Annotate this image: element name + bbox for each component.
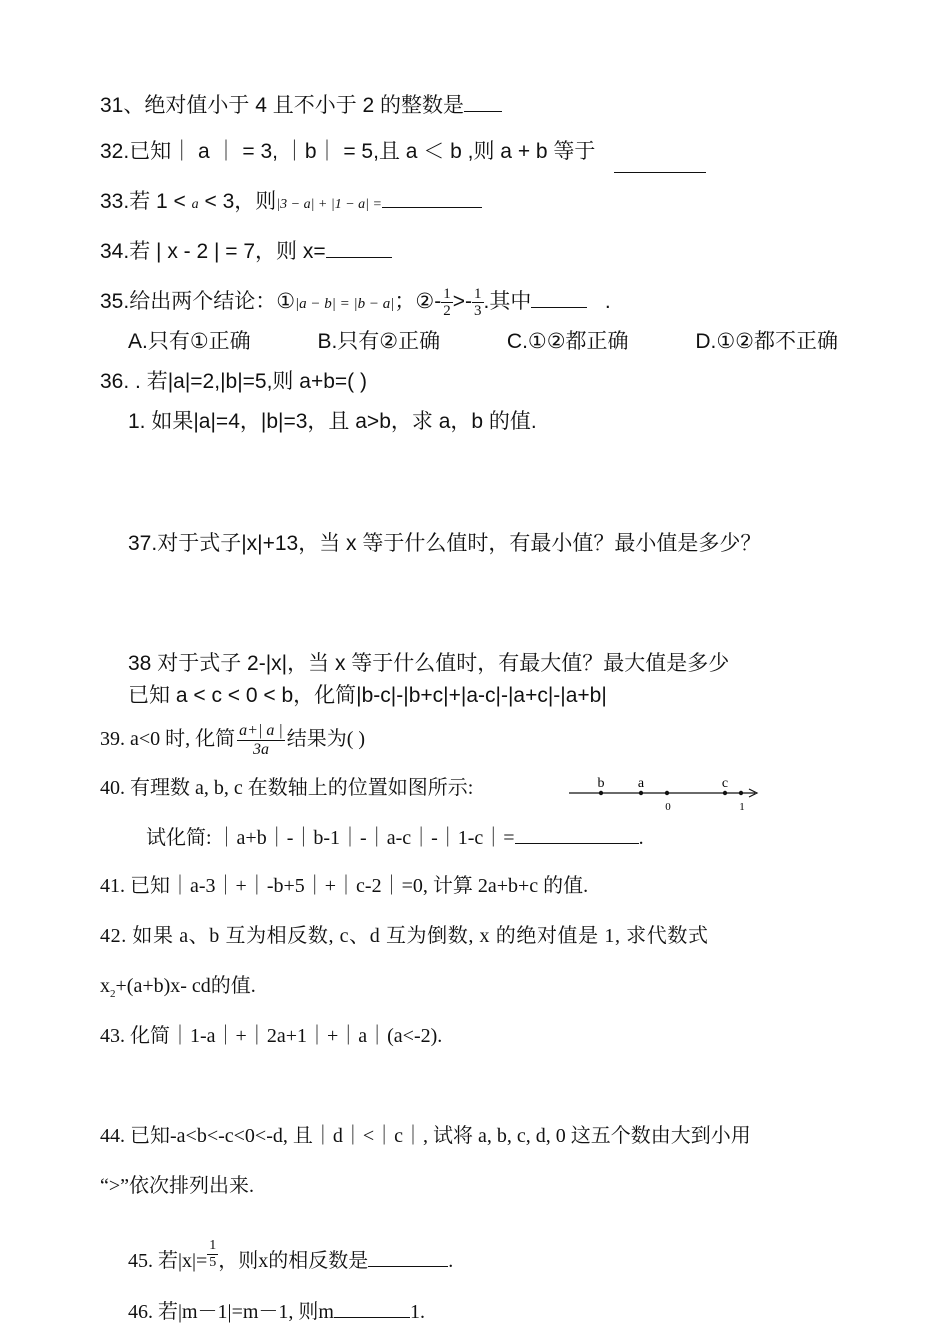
fraction: $\frac{1}{2}$ <box>443 286 451 319</box>
question-38-sub <box>128 682 607 710</box>
answer-blank[interactable] <box>614 172 706 173</box>
question-38 <box>128 650 729 678</box>
question-46: 46. 若|m－1|=m－1, 则m 1. <box>128 1301 425 1323</box>
question-33-text: 33.若 1 < <box>100 190 186 213</box>
question-37-text: 37.对于式子|x|+13，当 x 等于什么值时，有最小值？最小值是多少？ <box>128 532 762 555</box>
question-43 <box>100 1022 442 1050</box>
question-36-text: 36. . 若|a|=2,|b|=5,则 a+b=( ) <box>100 370 367 393</box>
fraction: $\frac{1}{5}$ <box>209 1238 217 1270</box>
question-35-text: 35.给出两个结论：① <box>100 290 296 314</box>
question-34-text: 34.若 | x - 2 | = 7，则 x= <box>100 240 326 263</box>
point-c <box>723 791 727 795</box>
question-46-text: 46. 若|m－1|=m－1, 则m <box>128 1301 334 1323</box>
label-c: c <box>721 776 729 791</box>
question-37 <box>128 530 761 558</box>
question-45-text: 45. 若|x|= <box>128 1250 208 1273</box>
label-b: b <box>597 776 605 791</box>
question-42 <box>100 922 852 950</box>
question-35-text: ；②- <box>394 290 442 314</box>
question-44-b-text: “>”依次排列出来. <box>100 1175 255 1197</box>
point-a <box>639 791 643 795</box>
tick-1: 1 <box>739 801 745 813</box>
math-expression: |a − b| = |b − a| <box>295 296 395 313</box>
question-42-b-text: +(a+b)x- cd的值. <box>115 975 256 997</box>
fraction: $\frac{1}{3}$ <box>474 286 482 319</box>
question-41-text: 41. 已知｜a-3｜+｜-b+5｜+｜c-2｜=0, 计算 2a+b+c 的值. <box>100 875 589 897</box>
answer-blank[interactable] <box>334 1316 410 1318</box>
question-34 <box>100 238 392 266</box>
question-42-text: 42. 如果 a、b 互为相反数, c、d 互为倒数, x 的绝对值是 1, 求代数式 <box>100 925 709 947</box>
question-33 <box>100 188 482 219</box>
question-43-text: 43. 化简｜1-a｜+｜2a+1｜+｜a｜(a<-2). <box>100 1025 443 1047</box>
question-39-text: 结果为( ) <box>286 728 366 751</box>
answer-blank[interactable] <box>531 306 587 308</box>
point-one <box>739 791 743 795</box>
question-40-text: 40. 有理数 a, b, c 在数轴上的位置如图所示: <box>100 777 474 799</box>
question-44 <box>100 1122 751 1150</box>
question-38-sub-text: 已知 a < c < 0 < b，化简|b-c|-|b+c|+|a-c|-|a+c|-|a+b| <box>128 684 607 707</box>
number-line <box>565 770 765 816</box>
question-41 <box>100 872 588 900</box>
question-35-text: >- <box>452 290 472 314</box>
question-40 <box>100 774 473 802</box>
math-expression: |3 − a| + |1 − a| = <box>276 197 382 212</box>
question-40-sub: 试化简: ｜a+b｜-｜b-1｜-｜a-c｜-｜1-c｜= . <box>146 827 644 849</box>
point-zero <box>665 791 669 795</box>
question-44-text: 44. 已知-a<b<-c<0<-d, 且｜d｜<｜c｜, 试将 a, b, c, d, 0 这五个数由大到小用 <box>100 1125 751 1147</box>
question-45-text: ，则x的相反数是 <box>218 1250 369 1273</box>
question-31-text: 31、绝对值小于 4 且不小于 2 的整数是 <box>100 94 465 117</box>
option-c[interactable]: C.①②都正确 <box>506 330 629 353</box>
point-b <box>599 791 603 795</box>
question-39 <box>100 722 365 759</box>
question-42-b: $x_2+(a+b)x-$ cd的值. <box>100 975 256 1000</box>
answer-blank[interactable] <box>368 1265 448 1267</box>
answer-blank[interactable] <box>326 256 392 258</box>
option-a[interactable]: A.只有①正确 <box>128 330 251 353</box>
question-36-sub <box>128 408 537 436</box>
question-31 <box>100 92 502 120</box>
label-a: a <box>637 776 645 791</box>
question-32-text: 32.已知｜ a ｜ = 3, ｜b｜ = 5,且 a ＜ b ,则 a + b 等于 <box>100 140 596 163</box>
option-d[interactable]: D.①②都不正确 <box>695 330 838 353</box>
question-36-sub-text: 1. 如果|a|=4，|b|=3，且 a>b，求 a，b 的值. <box>128 410 537 433</box>
fraction: $\frac{a+| a |}{3a}$ <box>239 722 283 758</box>
answer-blank[interactable] <box>382 206 482 208</box>
question-35-text: .其中 <box>483 290 532 314</box>
question-45: 45. 若|x|= $\frac{1}{5}$ ，则x的相反数是 . <box>128 1238 454 1273</box>
answer-blank[interactable] <box>515 842 639 844</box>
question-40-sub-text: 试化简: ｜a+b｜-｜b-1｜-｜a-c｜-｜1-c｜= <box>146 827 515 849</box>
question-44-b <box>100 1172 254 1200</box>
question-36 <box>100 368 367 396</box>
question-35-options <box>128 328 838 356</box>
question-38-text: 38 对于式子 2-|x|，当 x 等于什么值时，有最大值？最大值是多少 <box>128 652 730 675</box>
question-39-text: 39. a<0 时, 化简 <box>100 728 236 751</box>
question-35: 35.给出两个结论：①|a − b| = |b − a|；②- $\frac{1}{2}$ >- $\frac{1}{3}$ .其中 . <box>100 286 611 319</box>
math-variable: a <box>191 197 199 212</box>
question-33-text: < 3，则 <box>204 190 277 213</box>
option-b[interactable]: B.只有②正确 <box>317 330 441 353</box>
question-32 <box>100 138 595 166</box>
tick-0: 0 <box>665 801 671 813</box>
answer-blank[interactable] <box>464 110 502 112</box>
